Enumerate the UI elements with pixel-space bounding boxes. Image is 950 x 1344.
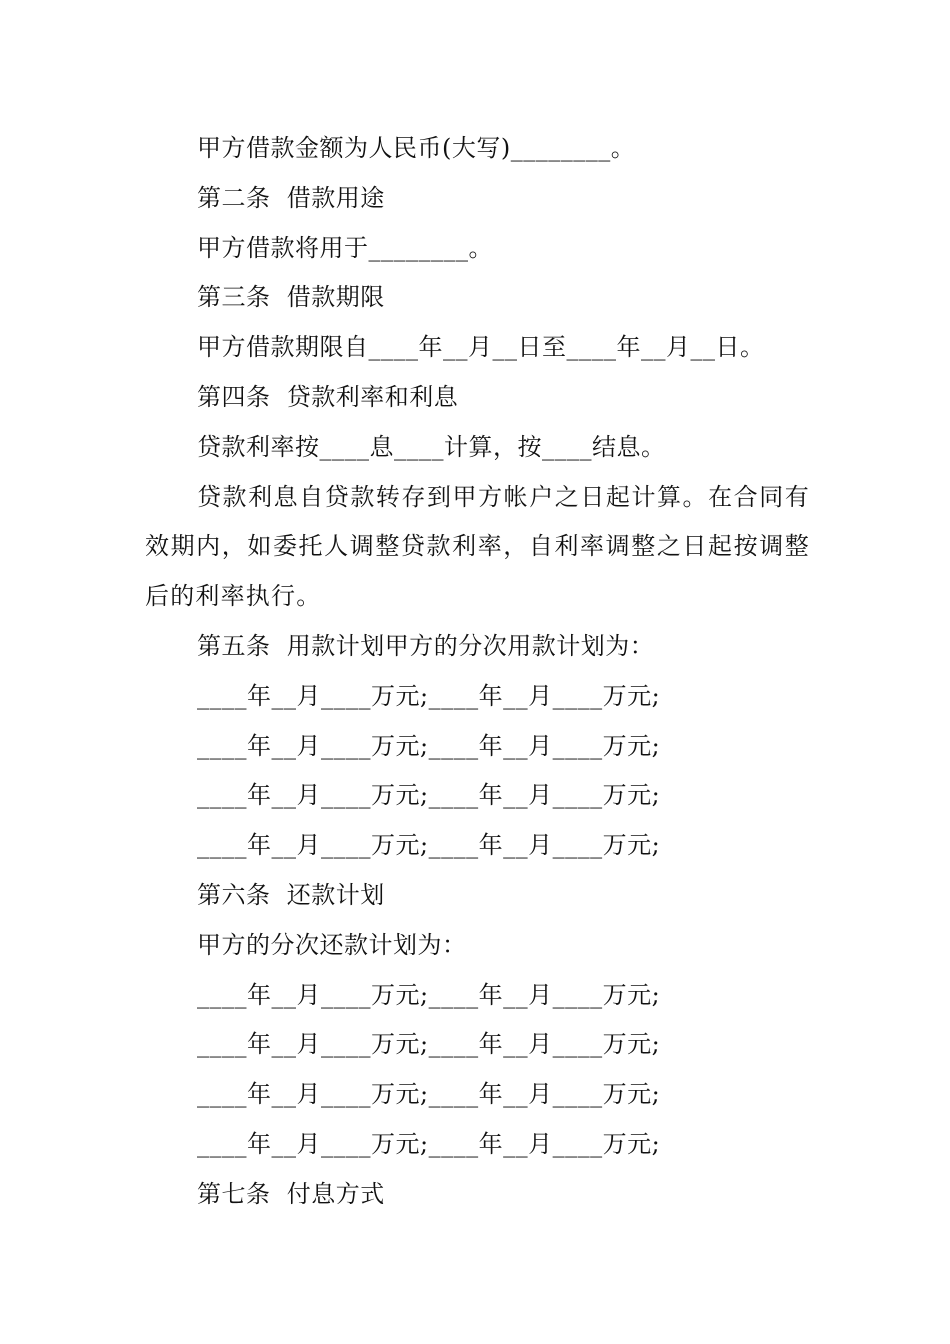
usage-plan-row: ____年__月____万元;____年__月____万元; xyxy=(197,731,661,760)
article-6-heading: 第六条 还款计划 xyxy=(197,880,385,909)
repayment-plan-intro: 甲方的分次还款计划为： xyxy=(197,930,467,959)
loan-purpose-line: 甲方借款将用于________。 xyxy=(197,233,493,262)
repayment-plan-row: ____年__月____万元;____年__月____万元; xyxy=(197,1030,661,1059)
loan-amount-line: 甲方借款金额为人民币(大写)________。 xyxy=(197,134,636,162)
interest-paragraph: 贷款利息自贷款转存到甲方帐户之日起计算。在合同有效期内，如委托人调整贷款利率，自利率调整之日起按调整后的利率执行。 xyxy=(145,482,810,611)
article-7-heading: 第七条 付息方式 xyxy=(197,1179,385,1208)
repayment-plan-row: ____年__月____万元;____年__月____万元; xyxy=(197,980,661,1009)
usage-plan-row: ____年__月____万元;____年__月____万元; xyxy=(197,681,661,710)
interest-rate-line: 贷款利率按____息____计算，按____结息。 xyxy=(197,432,666,461)
repayment-plan-row: ____年__月____万元;____年__月____万元; xyxy=(197,1080,661,1109)
loan-term-line: 甲方借款期限自____年__月__日至____年__月__日。 xyxy=(197,333,765,362)
article-2-heading: 第二条 借款用途 xyxy=(197,183,385,212)
document-body xyxy=(145,124,810,1220)
article-4-heading: 第四条 贷款利率和利息 xyxy=(197,382,459,411)
repayment-plan-row: ____年__月____万元;____年__月____万元; xyxy=(197,1129,661,1158)
article-3-heading: 第三条 借款期限 xyxy=(197,283,385,312)
article-5-heading: 第五条 用款计划甲方的分次用款计划为： xyxy=(197,631,655,660)
usage-plan-row: ____年__月____万元;____年__月____万元; xyxy=(197,831,661,860)
usage-plan-row: ____年__月____万元;____年__月____万元; xyxy=(197,781,661,810)
